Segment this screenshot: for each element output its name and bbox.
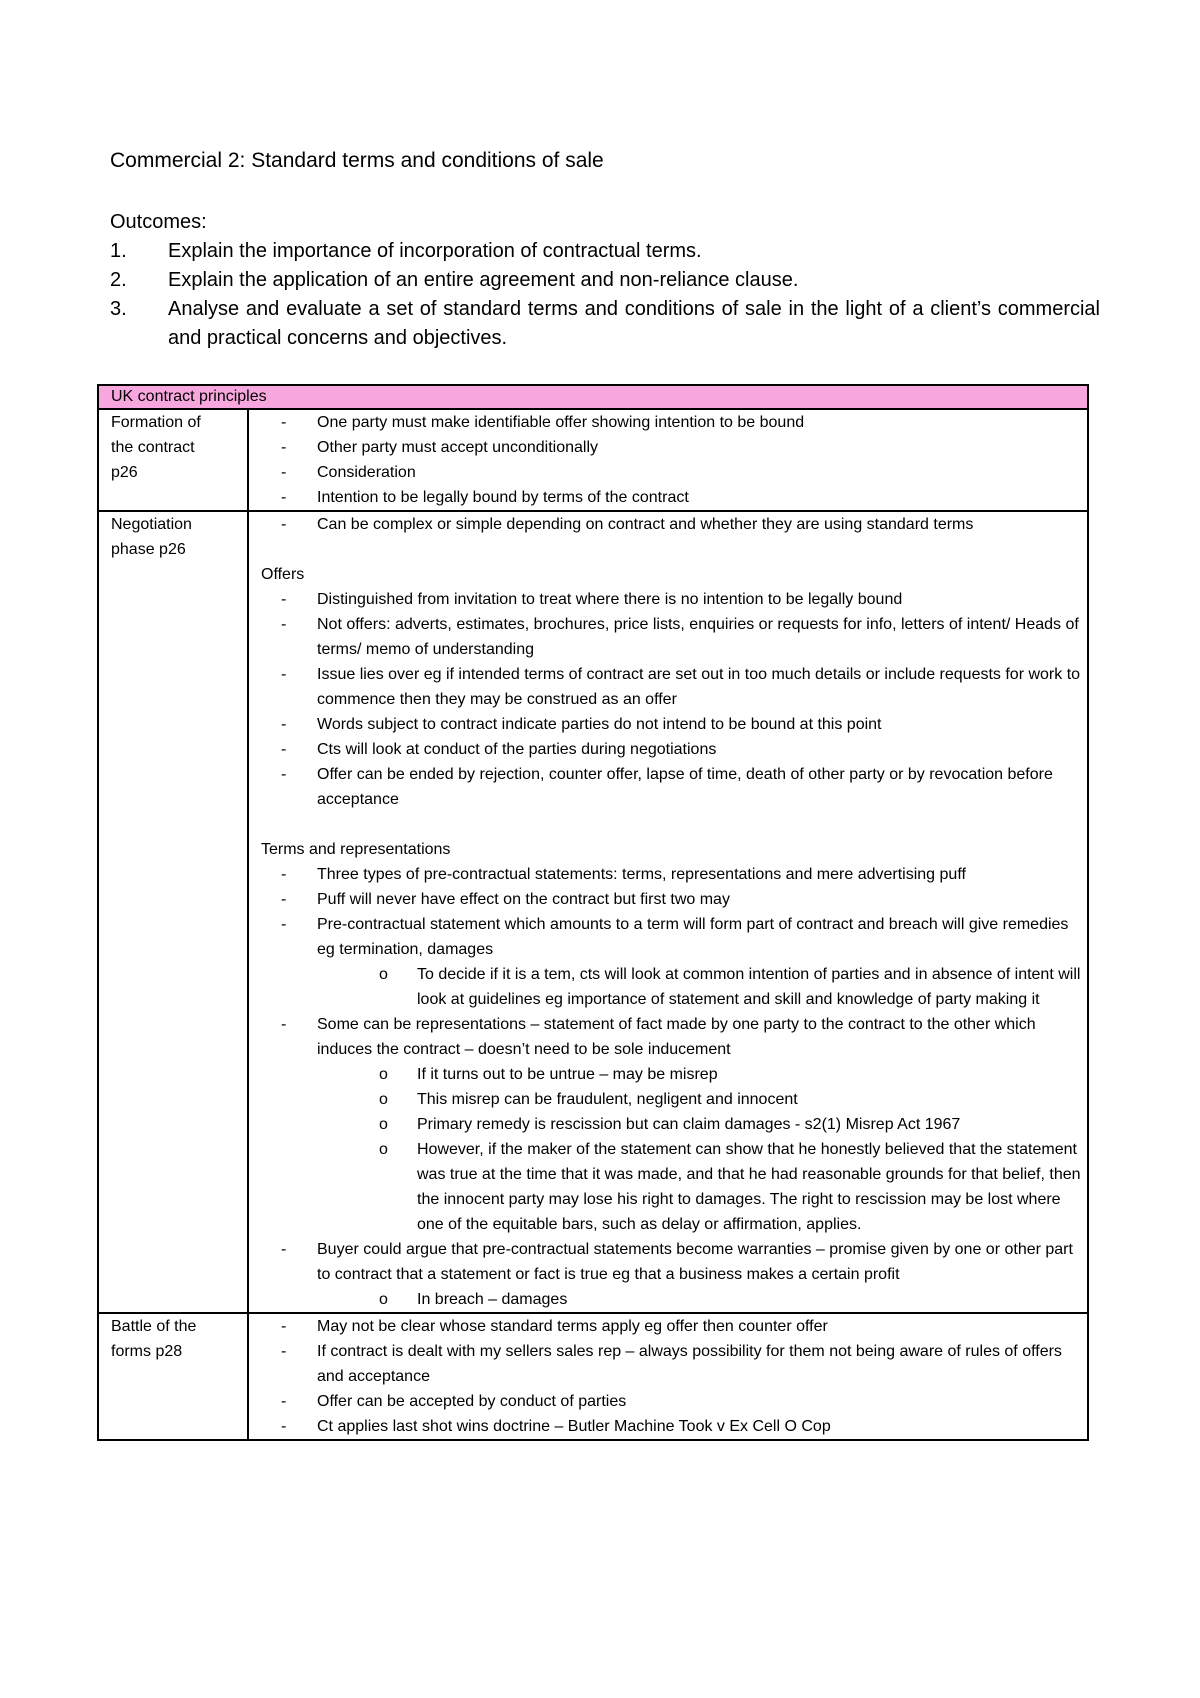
outcome-item [110,266,1100,295]
list-item-text: Not offers: adverts, estimates, brochures, price lists, enquiries or requests for info, letters of intent/ Heads of terms/ memo of understanding [317,616,1079,658]
row-label-line: Battle of the [111,1318,197,1335]
outcomes-heading: Outcomes: [110,211,207,233]
list-item [261,737,1081,762]
list-item-text: Offer can be accepted by conduct of parties [317,1393,627,1410]
dash-bullet: - [281,439,287,456]
dash-bullet: - [281,489,287,506]
list-item [261,862,1081,887]
sub-list-item [261,1137,1081,1237]
sub-list-item [261,1087,1081,1112]
list-item-text: Distinguished from invitation to treat where there is no intention to be legally bound [317,591,903,608]
outcome-number: 3. [110,298,127,320]
dash-bullet: - [281,516,287,533]
outcome-text: Analyse and evaluate a set of standard terms and conditions of sale in the light of a client’s commercial and practical concerns and objectives. [168,298,1100,349]
list-item-text: Puff will never have effect on the contract but first two may [317,891,730,908]
list-item-text: Consideration [317,464,416,481]
dash-bullet: - [281,741,287,758]
row-label-formation [98,409,248,511]
list-item-text: Buyer could argue that pre-contractual statements become warranties – promise given by one or other part to contract that a statement or fact is true eg that a business makes a certain profit [317,1241,1073,1283]
table-row-battle-of-forms [98,1313,1088,1440]
list-item-text: Cts will look at conduct of the parties during negotiations [317,741,717,758]
sub-list-item-text: To decide if it is a tem, cts will look at common intention of parties and in absence of intent will look at guidelines eg importance of statement and skill and knowledge of party making it [417,966,1081,1008]
o-bullet: o [379,1141,388,1158]
row-label-line: p26 [111,464,138,481]
list-item [261,485,1081,510]
list-item-text: Other party must accept unconditionally [317,439,599,456]
sub-list-item-text: However, if the maker of the statement can show that he honestly believed that the statement was true at the time that it was made, and that he had reasonable grounds for that belief, then the innocent party may lose his right to damages. The right to rescission may be lost where one of the equitable bars, such as delay or affirmation, applies. [417,1141,1081,1233]
contract-principles-table [97,384,1089,1441]
list-item [261,612,1081,662]
dash-bullet: - [281,866,287,883]
dash-bullet: - [281,766,287,783]
outcome-number: 2. [110,269,127,291]
list-item [261,887,1081,912]
list-item [261,712,1081,737]
dash-bullet: - [281,464,287,481]
row-content-formation [248,409,1088,511]
terms-heading: Terms and representations [261,841,451,858]
row-label-line: Formation of [111,414,201,431]
outcomes-section [110,208,1100,353]
list-item [261,410,1081,435]
sub-list-item [261,1112,1081,1137]
list-item-text: If contract is dealt with my sellers sales rep – always possibility for them not being aware of rules of offers and acceptance [317,1343,1062,1385]
list-item [261,460,1081,485]
row-label-line: phase p26 [111,541,186,558]
list-item [261,912,1081,962]
sub-list-item-text: In breach – damages [417,1291,568,1308]
row-label-line: the contract [111,439,195,456]
list-item [261,512,1081,537]
dash-bullet: - [281,1418,287,1435]
list-item [261,762,1081,812]
list-item-text: May not be clear whose standard terms apply eg offer then counter offer [317,1318,828,1335]
dash-bullet: - [281,716,287,733]
dash-bullet: - [281,1016,287,1033]
dash-bullet: - [281,1343,287,1360]
outcome-number: 1. [110,240,127,262]
list-item [261,435,1081,460]
outcome-item [110,237,1100,266]
list-item-text: Intention to be legally bound by terms of the contract [317,489,689,506]
list-item [261,1237,1081,1287]
list-item [261,1414,1081,1439]
dash-bullet: - [281,891,287,908]
dash-bullet: - [281,1318,287,1335]
dash-bullet: - [281,666,287,683]
list-item [261,1339,1081,1389]
list-item [261,1314,1081,1339]
list-item-text: Some can be representations – statement of fact made by one party to the contract to the other which induces the contract – doesn’t need to be sole inducement [317,1016,1036,1058]
document-title: Commercial 2: Standard terms and conditions of sale [110,149,604,172]
dash-bullet: - [281,1393,287,1410]
list-item [261,1012,1081,1062]
sub-list-item [261,1062,1081,1087]
list-item [261,662,1081,712]
table-header: UK contract principles [98,385,1088,409]
sub-list-item-text: If it turns out to be untrue – may be misrep [417,1066,718,1083]
dash-bullet: - [281,414,287,431]
o-bullet: o [379,966,388,983]
sub-list-item [261,962,1081,1012]
sub-list-item-text: Primary remedy is rescission but can claim damages - s2(1) Misrep Act 1967 [417,1116,961,1133]
list-item-text: Pre-contractual statement which amounts to a term will form part of contract and breach will give remedies eg termination, damages [317,916,1069,958]
dash-bullet: - [281,916,287,933]
outcome-item [110,295,1100,353]
dash-bullet: - [281,616,287,633]
row-label-line: forms p28 [111,1343,183,1360]
row-label-battle-of-forms [98,1313,248,1440]
o-bullet: o [379,1116,388,1133]
sub-list-item [261,1287,1081,1312]
table-row-negotiation [98,511,1088,1313]
table-header-row [98,385,1088,409]
sub-list-item-text: This misrep can be fraudulent, negligent and innocent [417,1091,798,1108]
list-item-text: Ct applies last shot wins doctrine – Butler Machine Took v Ex Cell O Cop [317,1418,831,1435]
list-item-text: Can be complex or simple depending on contract and whether they are using standard terms [317,516,974,533]
list-item [261,1389,1081,1414]
dash-bullet: - [281,1241,287,1258]
list-item [261,587,1081,612]
dash-bullet: - [281,591,287,608]
list-item-text: Issue lies over eg if intended terms of contract are set out in too much details or include requests for work to commence then they may be construed as an offer [317,666,1081,708]
row-label-negotiation [98,511,248,1313]
list-item-text: One party must make identifiable offer showing intention to be bound [317,414,805,431]
o-bullet: o [379,1291,388,1308]
row-content-negotiation [248,511,1088,1313]
outcome-text: Explain the application of an entire agreement and non-reliance clause. [168,269,799,291]
outcome-text: Explain the importance of incorporation of contractual terms. [168,240,702,262]
row-content-battle-of-forms [248,1313,1088,1440]
offers-heading: Offers [261,566,305,583]
list-item-text: Offer can be ended by rejection, counter offer, lapse of time, death of other party or by revocation before acceptance [317,766,1053,808]
list-item-text: Words subject to contract indicate parties do not intend to be bound at this point [317,716,882,733]
o-bullet: o [379,1091,388,1108]
row-label-line: Negotiation [111,516,192,533]
o-bullet: o [379,1066,388,1083]
table-row-formation [98,409,1088,511]
list-item-text: Three types of pre-contractual statements: terms, representations and mere advertising puff [317,866,966,883]
